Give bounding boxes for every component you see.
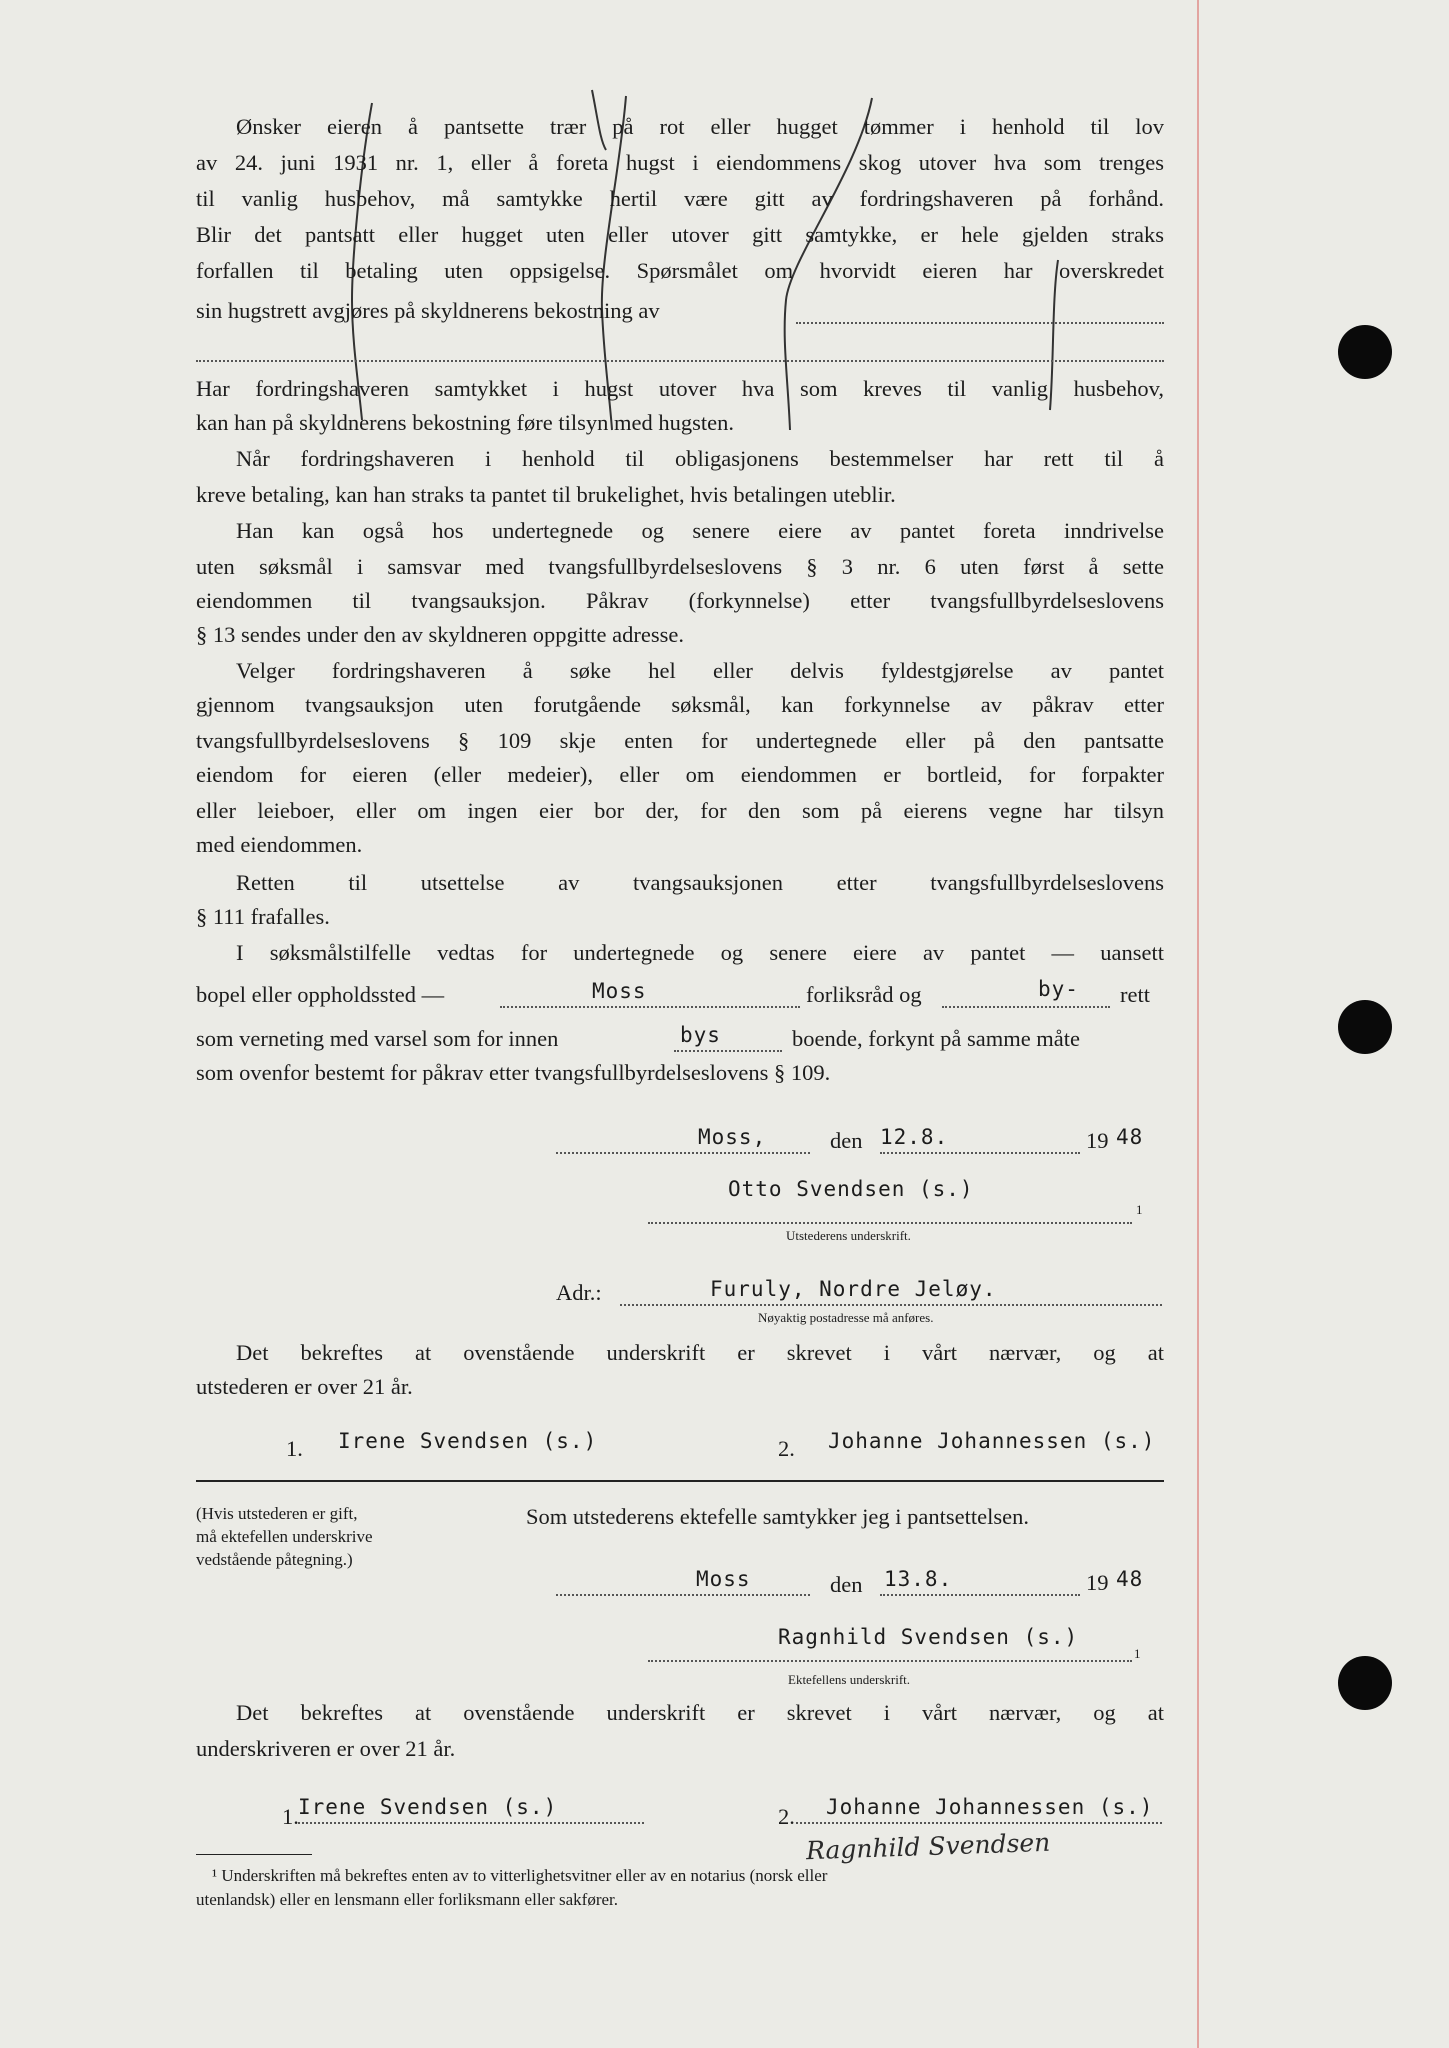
- p2-line: Har fordringshaveren samtykket i hugst utover hva som kreves til vanlig husbehov,: [196, 376, 1164, 401]
- place-line: [556, 1152, 810, 1154]
- p6-last-line: § 111 frafalles.: [196, 904, 330, 929]
- court-type-value: by-: [1038, 977, 1079, 1001]
- p7-line3-end: boende, forkynt på samme måte: [792, 1026, 1081, 1051]
- p4-line: eiendommen til tvangsauksjon. Påkrav (forkynnelse) etter tvangsfullbyrdelseslovens: [196, 588, 1164, 613]
- punch-hole-top: [1338, 325, 1392, 379]
- margin-line: [1197, 0, 1199, 2048]
- year-prefix: 19: [1086, 1128, 1109, 1153]
- place-line: [556, 1594, 810, 1596]
- witness1-name1: Irene Svendsen (s.): [338, 1429, 598, 1453]
- issuer-signature: Otto Svendsen (s.): [728, 1177, 974, 1201]
- p5-line: eller leieboer, eller om ingen eier bor der, for den som på eierens vegne har tilsyn: [196, 798, 1164, 823]
- fill-line: [500, 1006, 800, 1008]
- spouse-note: må ektefellen underskrive: [196, 1527, 373, 1546]
- witness1-name2: Johanne Johannessen (s.): [828, 1429, 1156, 1453]
- p5-last-line: med eiendommen.: [196, 832, 363, 857]
- footnote-line: utenlandsk) eller en lensmann eller forliksmann eller sakfører.: [196, 1890, 619, 1909]
- address-caption: Nøyaktig postadresse må anføres.: [758, 1310, 934, 1325]
- residence-value: bys: [680, 1023, 721, 1047]
- witness1-text: Det bekreftes at ovenstående underskrift er skrevet i vårt nærvær, og at: [236, 1340, 1164, 1365]
- fill-line: [796, 322, 1164, 324]
- adr-label: Adr.:: [556, 1280, 602, 1305]
- p5-line: tvangsfullbyrdelseslovens § 109 skje enten for undertegnede eller på den pantsatte: [196, 728, 1164, 753]
- witness2-text: Det bekreftes at ovenstående underskrift er skrevet i vårt nærvær, og at: [236, 1700, 1164, 1725]
- fill-line: [942, 1006, 1110, 1008]
- p5-line: eiendom for eieren (eller medeier), eller om eiendommen er bortleid, for forpakter: [196, 762, 1164, 787]
- den-label: den: [830, 1128, 863, 1153]
- spouse-consent: Som utstederens ektefelle samtykker jeg i pantsettelsen.: [526, 1504, 1029, 1529]
- witness1-num1: 1.: [286, 1436, 303, 1461]
- footnote-line: ¹ Underskriften må bekreftes enten av to vitterlighetsvitner eller av en notarius (norsk eller: [212, 1866, 828, 1885]
- witness1-text: utstederen er over 21 år.: [196, 1374, 413, 1399]
- punch-hole-middle: [1338, 1000, 1392, 1054]
- court-place-value: Moss: [592, 979, 647, 1003]
- witness-line: [796, 1822, 1162, 1824]
- p2-last-line: kan han på skyldnerens bekostning føre tilsyn med hugsten.: [196, 410, 735, 435]
- signature-line: [648, 1222, 1132, 1224]
- p5-line: Velger fordringshaveren å søke hel eller delvis fyldestgjørelse av pantet: [236, 658, 1164, 683]
- fill-line: [196, 360, 1164, 362]
- address-value: Furuly, Nordre Jeløy.: [710, 1277, 997, 1301]
- footnote-mark: 1: [1136, 1202, 1143, 1217]
- p7-line2-end: rett: [1120, 982, 1150, 1007]
- witness2-name2: Johanne Johannessen (s.): [826, 1795, 1154, 1819]
- p3-last-line: kreve betaling, kan han straks ta pantet til brukelighet, hvis betalingen uteblir.: [196, 482, 896, 507]
- p5-line: gjennom tvangsauksjon uten forutgående søksmål, kan forkynnelse av påkrav etter: [196, 692, 1164, 717]
- witness1-num2: 2.: [778, 1436, 795, 1461]
- spouse-signature: Ragnhild Svendsen (s.): [778, 1625, 1079, 1649]
- p7-line2-start: bopel eller oppholdssted —: [196, 982, 445, 1007]
- spouse-date: 13.8.: [884, 1567, 953, 1591]
- year-prefix: 19: [1086, 1570, 1109, 1595]
- spouse-caption: Ektefellens underskrift.: [788, 1672, 911, 1687]
- p3-line: Når fordringshaveren i henhold til obligasjonens bestemmelser har rett til å: [236, 446, 1164, 471]
- spouse-place: Moss: [696, 1567, 751, 1591]
- p7-line: I søksmålstilfelle vedtas for undertegnede og senere eiere av pantet — uansett: [236, 940, 1164, 965]
- section-divider: [196, 1480, 1164, 1482]
- p7-line3-start: som verneting med varsel som for innen: [196, 1026, 559, 1051]
- spouse-note: (Hvis utstederen er gift,: [196, 1504, 358, 1523]
- p1-line: Ønsker eieren å pantsette trær på rot eller hugget tømmer i henhold til lov: [236, 114, 1164, 139]
- p1-last-line: sin hugstrett avgjøres på skyldnerens bekostning av: [196, 298, 660, 323]
- witness2-num1: 1.: [282, 1804, 299, 1829]
- spouse-note: vedstående påtegning.): [196, 1550, 353, 1569]
- signing-date: 12.8.: [880, 1125, 949, 1149]
- p7-line2-mid: forliksråd og: [806, 982, 922, 1007]
- handwritten-signature: Ragnhild Svendsen: [805, 1827, 1051, 1866]
- witness2-num2: 2.: [778, 1804, 795, 1829]
- p4-line: Han kan også hos undertegnede og senere eiere av pantet foreta inndrivelse: [236, 518, 1164, 543]
- witness2-text: underskriveren er over 21 år.: [196, 1736, 456, 1761]
- witness-line: [298, 1822, 644, 1824]
- p4-line: uten søksmål i samsvar med tvangsfullbyrdelseslovens § 3 nr. 6 uten først å sette: [196, 554, 1164, 579]
- p1-line: Blir det pantsatt eller hugget uten eller utover gitt samtykke, er hele gjelden straks: [196, 222, 1164, 247]
- p6-line: Retten til utsettelse av tvangsauksjonen etter tvangsfullbyrdelseslovens: [236, 870, 1164, 895]
- p1-line: av 24. juni 1931 nr. 1, eller å foreta hugst i eiendommens skog utover hva som trenges: [196, 150, 1164, 175]
- issuer-caption: Utstederens underskrift.: [786, 1228, 911, 1243]
- p1-line: til vanlig husbehov, må samtykke hertil være gitt av fordringshaveren på forhånd.: [196, 186, 1164, 211]
- signature-line: [648, 1660, 1132, 1662]
- p1-line: forfallen til betaling uten oppsigelse. Spørsmålet om hvorvidt eieren har overskredet: [196, 258, 1164, 283]
- den-label: den: [830, 1572, 863, 1597]
- footnote-rule: [196, 1854, 312, 1855]
- witness2-name1: Irene Svendsen (s.): [298, 1795, 558, 1819]
- footnote-mark: 1: [1134, 1646, 1141, 1661]
- year-suffix: 48: [1116, 1567, 1144, 1591]
- year-suffix: 48: [1116, 1125, 1144, 1149]
- punch-hole-bottom: [1338, 1656, 1392, 1710]
- signing-place: Moss,: [698, 1125, 767, 1149]
- p7-line4: som ovenfor bestemt for påkrav etter tvangsfullbyrdelseslovens § 109.: [196, 1060, 831, 1085]
- p4-last-line: § 13 sendes under den av skyldneren oppgitte adresse.: [196, 622, 684, 647]
